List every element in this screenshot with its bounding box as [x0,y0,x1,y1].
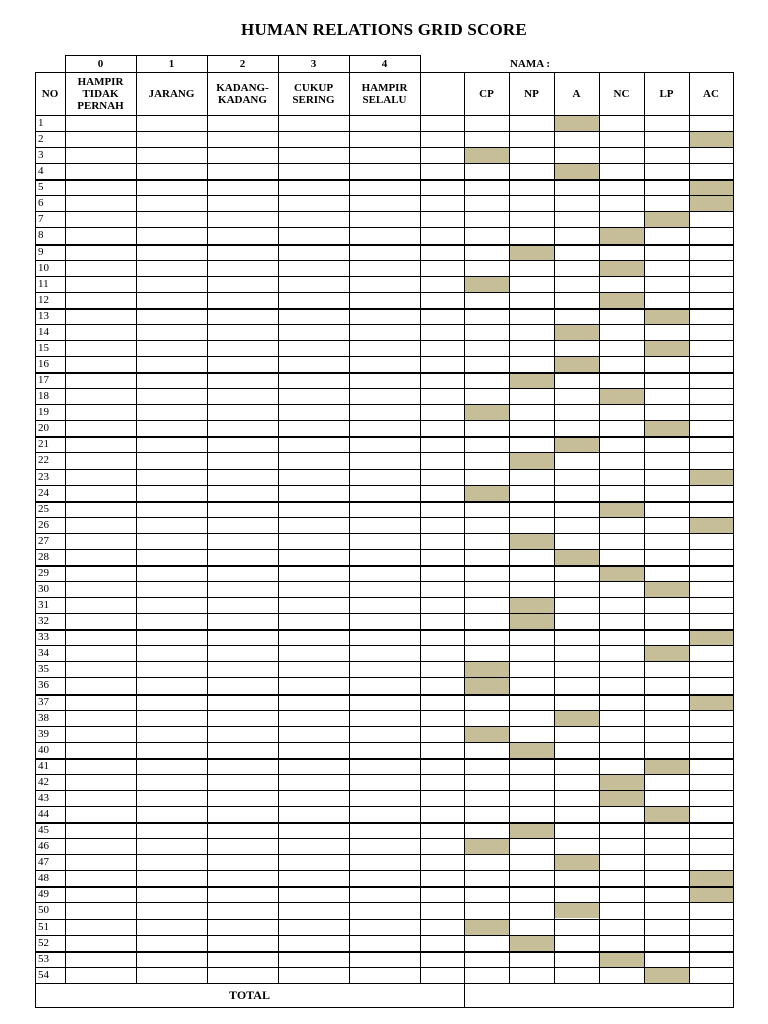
grid-line [464,72,465,983]
shaded-cell-ac [690,887,733,902]
row-number: 2 [38,133,44,146]
shaded-cell-nc [600,502,644,517]
row-number: 33 [38,631,49,644]
grid-line [35,469,734,470]
grid-line [35,581,734,582]
row-number: 13 [38,309,49,322]
row-number: 6 [38,197,44,210]
grid-line [35,340,734,341]
row-number: 3 [38,149,44,162]
no-header: NO [41,87,59,100]
grid-line [35,902,734,903]
grid-line [35,276,734,277]
grid-line [35,404,734,405]
category-header-cp: CP [479,87,494,100]
grid-line [35,774,734,775]
row-number: 8 [38,229,44,242]
scale-label-3: CUKUP SERING [292,81,335,106]
shaded-cell-a [555,855,599,870]
grid-line [35,452,734,453]
shaded-cell-ac [690,630,733,645]
shaded-cell-lp [645,646,689,661]
grid-line [35,758,734,760]
scale-label-4: HAMPIR SELALU [361,81,408,106]
scale-number-2: 2 [239,57,246,70]
shaded-cell-a [555,437,599,452]
scale-number-3: 3 [310,57,317,70]
grid-line [35,661,734,662]
row-number: 52 [38,936,49,949]
shaded-cell-ac [690,695,733,710]
grid-line [35,308,734,310]
grid-line [420,72,421,983]
shaded-cell-cp [465,727,509,742]
grid-line [35,485,734,486]
grid-line [35,420,734,421]
shaded-cell-a [555,164,599,179]
row-number: 18 [38,390,49,403]
row-number: 35 [38,663,49,676]
row-number: 32 [38,615,49,628]
grid-line [35,549,734,550]
grid-line [35,517,734,518]
grid-line [35,72,36,1008]
shaded-cell-lp [645,807,689,822]
grid-line [35,501,734,503]
grid-line [644,72,645,983]
total-label: TOTAL [229,988,270,1002]
shaded-cell-np [510,743,554,758]
grid-line [35,131,734,132]
grid-line [35,919,734,920]
category-header-lp: LP [659,87,674,100]
row-number: 46 [38,840,49,853]
grid-line [35,179,734,181]
grid-line [464,983,465,1007]
row-number: 40 [38,743,49,756]
shaded-cell-np [510,245,554,260]
row-number: 45 [38,824,49,837]
row-number: 19 [38,406,49,419]
shaded-cell-cp [465,405,509,420]
grid-line [35,613,734,614]
row-number: 41 [38,759,49,772]
grid-line [35,227,734,228]
shaded-cell-cp [465,277,509,292]
shaded-cell-nc [600,791,644,806]
row-number: 20 [38,422,49,435]
row-number: 30 [38,583,49,596]
grid-line [35,195,734,196]
row-number: 11 [38,277,49,290]
grid-line [35,694,734,696]
grid-line [689,72,690,983]
grid-line [35,742,734,743]
row-number: 26 [38,518,49,531]
row-number: 28 [38,550,49,563]
row-number: 39 [38,727,49,740]
row-number: 15 [38,341,49,354]
shaded-cell-nc [600,566,644,581]
shaded-cell-lp [645,212,689,227]
row-number: 42 [38,775,49,788]
shaded-cell-cp [465,920,509,935]
grid-line [420,55,421,72]
shaded-cell-np [510,373,554,388]
grid-line [35,436,734,438]
shaded-cell-lp [645,759,689,774]
row-number: 48 [38,872,49,885]
shaded-cell-a [555,116,599,131]
grid-line [35,356,734,357]
shaded-cell-ac [690,180,733,195]
shaded-cell-nc [600,775,644,790]
category-header-ac: AC [703,87,719,100]
shaded-cell-ac [690,196,733,211]
grid-line [35,645,734,646]
shaded-cell-np [510,823,554,838]
shaded-cell-ac [690,132,733,147]
row-number: 44 [38,808,49,820]
grid-line [35,790,734,791]
row-number: 10 [38,261,49,274]
row-number: 23 [38,470,49,483]
grid-line [35,710,734,711]
shaded-cell-lp [645,582,689,597]
grid-line [35,147,734,148]
grid-line [35,629,734,631]
row-number: 34 [38,647,49,660]
grid-line [35,211,734,212]
row-number: 27 [38,534,49,547]
shaded-cell-a [555,325,599,340]
row-number: 16 [38,358,49,371]
row-number: 17 [38,374,49,387]
shaded-cell-np [510,598,554,613]
row-number: 1 [38,117,44,129]
scale-label-1: JARANG [148,87,195,100]
grid-line [599,72,600,983]
shaded-cell-cp [465,148,509,163]
shaded-cell-np [510,453,554,468]
shaded-cell-lp [645,968,689,983]
grid-line [35,677,734,678]
grid-line [35,163,734,164]
grid-line [35,292,734,293]
grid-line [136,72,137,983]
row-number: 5 [38,181,44,194]
shaded-cell-nc [600,952,644,967]
shaded-cell-np [510,534,554,549]
row-number: 29 [38,566,49,579]
shaded-cell-np [510,614,554,629]
row-number: 22 [38,454,49,467]
row-number: 43 [38,791,49,804]
shaded-cell-nc [600,293,644,308]
row-number: 51 [38,920,49,933]
grid-line [35,726,734,727]
shaded-cell-a [555,903,599,918]
category-header-np: NP [524,87,539,100]
shaded-cell-ac [690,518,733,533]
grid-line [35,115,734,116]
row-number: 36 [38,679,49,692]
shaded-cell-ac [690,871,733,886]
shaded-cell-np [510,936,554,951]
shaded-cell-cp [465,839,509,854]
grid-line [733,72,734,1008]
grid-line [35,388,734,389]
shaded-cell-nc [600,389,644,404]
grid-line [35,854,734,855]
grid-line [35,806,734,807]
grid-line [35,244,734,246]
page-title: HUMAN RELATIONS GRID SCORE [241,20,527,39]
category-header-nc: NC [613,87,630,100]
shaded-cell-nc [600,261,644,276]
grid-line [278,72,279,983]
grid-line [35,838,734,839]
row-number: 38 [38,711,49,724]
row-number: 21 [38,438,49,451]
grid-line [35,597,734,598]
row-number: 54 [38,968,49,981]
grid-line [349,72,350,983]
row-number: 49 [38,888,49,901]
grid-line [207,72,208,983]
grid-line [35,260,734,261]
shaded-cell-a [555,357,599,372]
row-number: 47 [38,856,49,869]
grid-line [35,1007,734,1008]
grid-line [35,935,734,936]
grid-line [65,72,66,983]
shaded-cell-a [555,550,599,565]
scale-number-4: 4 [381,57,388,70]
shaded-cell-ac [690,470,733,485]
row-number: 53 [38,952,49,965]
row-number: 50 [38,904,49,917]
grid-line [35,967,734,968]
scale-label-2: KADANG- KADANG [216,81,269,106]
row-number: 14 [38,325,49,338]
shaded-cell-a [555,711,599,726]
scale-number-0: 0 [97,57,104,70]
nama-label: NAMA : [509,57,551,70]
grid-line [35,870,734,871]
shaded-cell-lp [645,309,689,324]
shaded-cell-cp [465,662,509,677]
row-number: 31 [38,599,49,612]
row-number: 25 [38,502,49,515]
shaded-cell-cp [465,678,509,693]
row-number: 9 [38,245,44,258]
shaded-cell-lp [645,341,689,356]
scale-number-1: 1 [168,57,175,70]
grid-line [509,72,510,983]
shaded-cell-lp [645,421,689,436]
shaded-cell-nc [600,228,644,243]
row-number: 7 [38,213,44,226]
grid-line [554,72,555,983]
grid-line [35,533,734,534]
shaded-cell-cp [465,486,509,501]
grid-line [35,324,734,325]
row-number: 24 [38,486,49,499]
row-number: 4 [38,165,44,178]
grid-line [35,886,734,888]
grid-line [35,951,734,953]
grid-line [35,822,734,824]
grid-line [35,565,734,567]
scale-label-0: HAMPIR TIDAK PERNAH [77,75,124,112]
row-number: 12 [38,293,49,306]
grid-line [35,372,734,374]
category-header-a: A [572,87,581,100]
row-number: 37 [38,695,49,708]
